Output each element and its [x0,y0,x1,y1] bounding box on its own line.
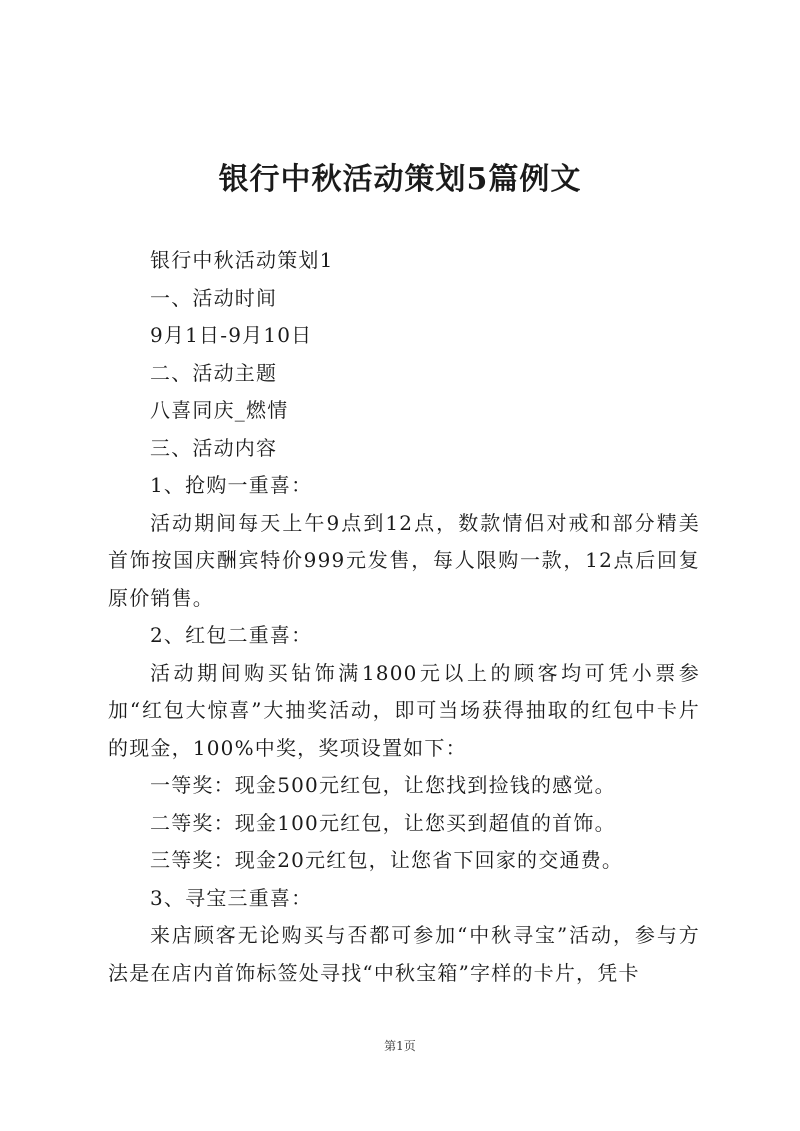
paragraph-3: 9月1日-9月10日 [150,323,313,347]
paragraph-7: 1、抢购一重喜： [150,473,313,497]
paragraph-2: 一、活动时间 [150,285,278,310]
paragraph-4: 二、活动主题 [150,360,278,385]
paragraph-12: 二等奖：现金100元红包，让您买到超值的首饰。 [150,810,616,835]
page-number: 第1页 [384,1039,416,1053]
paragraph-9: 2、红包二重喜： [150,623,313,647]
paragraph-6: 三、活动内容 [150,435,278,460]
paragraph-8: 活动期间每天上午9点到12点，数款情侣对戒和部分精美首饰按国庆酬宾特价999元发售，每人限购一款，12点后回复原价销售。 [108,510,700,610]
document-title: 银行中秋活动策划5篇例文 [218,162,582,197]
paragraph-11: 一等奖：现金500元红包，让您找到捡钱的感觉。 [150,773,616,797]
paragraph-10: 活动期间购买钻饰满1800元以上的顾客均可凭小票参加“红包大惊喜”大抽奖活动，即可当场获得抽取的红包中卡片的现金，100%中奖，奖项设置如下： [108,660,700,760]
document-body [108,242,700,992]
paragraph-14: 3、寻宝三重喜： [150,885,313,910]
paragraph-15: 来店顾客无论购买与否都可参加“中秋寻宝”活动，参与方法是在店内首饰标签处寻找“中秋宝箱”字样的卡片，凭卡 [108,923,700,985]
paragraph-5: 八喜同庆_燃情 [150,398,289,422]
paragraph-13: 三等奖：现金20元红包，让您省下回家的交通费。 [150,848,624,872]
paragraph-1: 银行中秋活动策划1 [150,248,334,272]
